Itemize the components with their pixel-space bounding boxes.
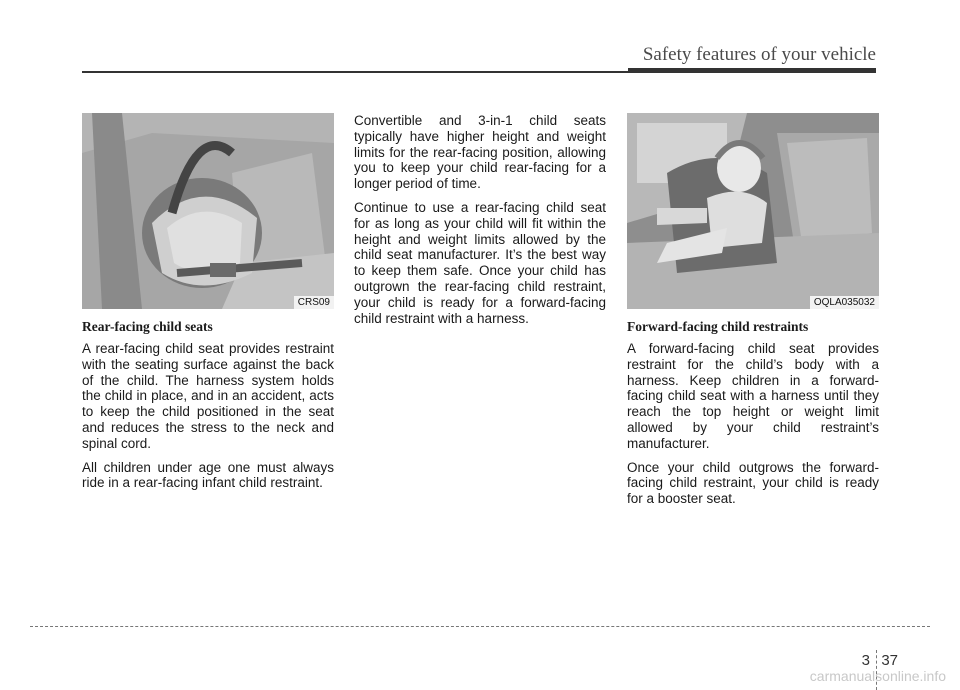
rear-facing-caption: Rear-facing child seats xyxy=(82,319,213,334)
section-title: Safety features of your vehicle xyxy=(642,44,876,65)
paragraph: Once your child outgrows the forward-facing child restraint, your child is ready for a booster seat. xyxy=(627,459,879,507)
header-rule-accent xyxy=(628,68,876,73)
paragraph: A forward-facing child seat provides restraint for the child’s body with a harness. Keep children in a forward-facing child seat with a harness until they reach the top height or weight limit allowed by your child restraint’s manufacturer. xyxy=(627,341,879,451)
forward-facing-seat-photo xyxy=(627,113,879,309)
right-column xyxy=(627,319,879,515)
paragraph: All children under age one must always ride in a rear-facing infant child restraint. xyxy=(82,459,334,491)
image-code-label: OQLA035032 xyxy=(810,296,879,309)
rear-facing-seat-illustration xyxy=(82,113,334,309)
left-column xyxy=(82,319,334,499)
watermark-text: carmanualsonline.info xyxy=(809,668,946,684)
footer-rule xyxy=(30,626,930,627)
paragraph: A rear-facing child seat provides restraint with the seating surface against the back of the child. The harness system holds the child in place, and in an accident, acts to keep the child positioned in the seat and reduces the stress to the neck and spinal cord. xyxy=(82,341,334,451)
chapter-number: 3 xyxy=(861,652,870,669)
image-code-label: CRS09 xyxy=(294,296,334,309)
forward-facing-seat-illustration xyxy=(627,113,879,309)
forward-facing-caption: Forward-facing child restraints xyxy=(627,319,809,334)
paragraph: Continue to use a rear-facing child seat for as long as your child will fit within the height and weight limits allowed by the child seat manufacturer. It’s the best way to keep them safe. Once your child has outgrown the rear-facing child restraint, your child is ready for a forward-facing child restraint with a harness. xyxy=(354,199,606,326)
rear-facing-seat-photo xyxy=(82,113,334,309)
page-number: 37 xyxy=(881,652,898,669)
paragraph: Convertible and 3-in-1 child seats typically have higher height and weight limits for the rear-facing position, allowing you to keep your child rear-facing for a longer period of time. xyxy=(354,113,606,192)
middle-column xyxy=(354,113,606,334)
